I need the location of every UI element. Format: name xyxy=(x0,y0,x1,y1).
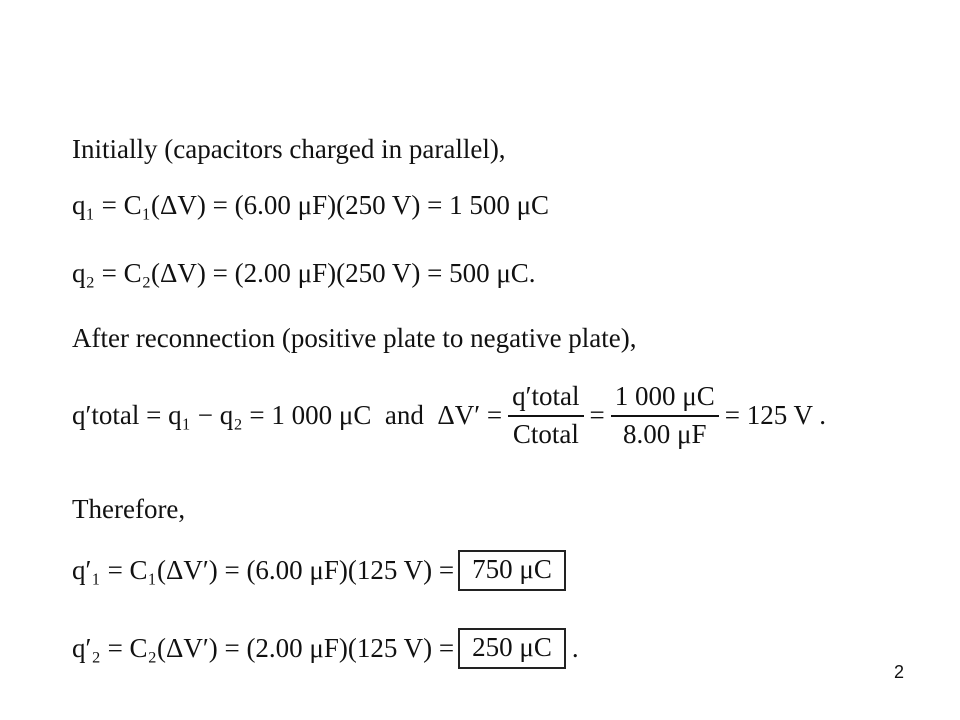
equation-q1-prime xyxy=(72,550,566,591)
equation-q2-prime-end: . xyxy=(571,633,579,663)
equation-q1-text: q₁ = C₁(ΔV) = (6.00 μF)(250 V) = 1 500 μC xyxy=(72,190,550,220)
equals-sign: = xyxy=(589,400,605,431)
equation-q2-prime-left: q′₂ = C₂(ΔV′) = (2.00 μF)(125 V) = xyxy=(72,633,455,663)
answer-box-q1-prime: 750 μC xyxy=(458,550,566,591)
equation-q1 xyxy=(72,192,549,219)
after-reconnection-text: After reconnection (positive plate to negative plate), xyxy=(72,323,637,353)
fraction-2-numerator: 1 000 μC xyxy=(611,382,719,417)
therefore-text: Therefore, xyxy=(72,494,186,524)
fraction-2-denominator: 8.00 μF xyxy=(623,418,707,449)
equation-q2 xyxy=(72,260,536,287)
equation-q1-prime-left: q′₁ = C₁(ΔV′) = (6.00 μF)(125 V) = xyxy=(72,555,455,585)
equation-q2-prime xyxy=(72,628,579,669)
fraction-qtotal-over-ctotal xyxy=(508,382,583,449)
fraction-values xyxy=(611,382,719,449)
fraction-1-numerator: q′total xyxy=(508,382,583,417)
equation-total-right: = 125 V . xyxy=(724,400,826,431)
answer-box-q2-prime: 250 μC xyxy=(458,628,566,669)
equation-total-left: q′total = q₁ − q₂ = 1 000 μC and ΔV′ = xyxy=(72,400,503,431)
equation-q2-text: q₂ = C₂(ΔV) = (2.00 μF)(250 V) = 500 μC. xyxy=(72,258,536,288)
intro-text: Initially (capacitors charged in parallel), xyxy=(72,134,506,164)
equation-total xyxy=(72,382,826,449)
page-number: 2 xyxy=(893,662,904,682)
fraction-1-denominator: Ctotal xyxy=(512,418,579,449)
